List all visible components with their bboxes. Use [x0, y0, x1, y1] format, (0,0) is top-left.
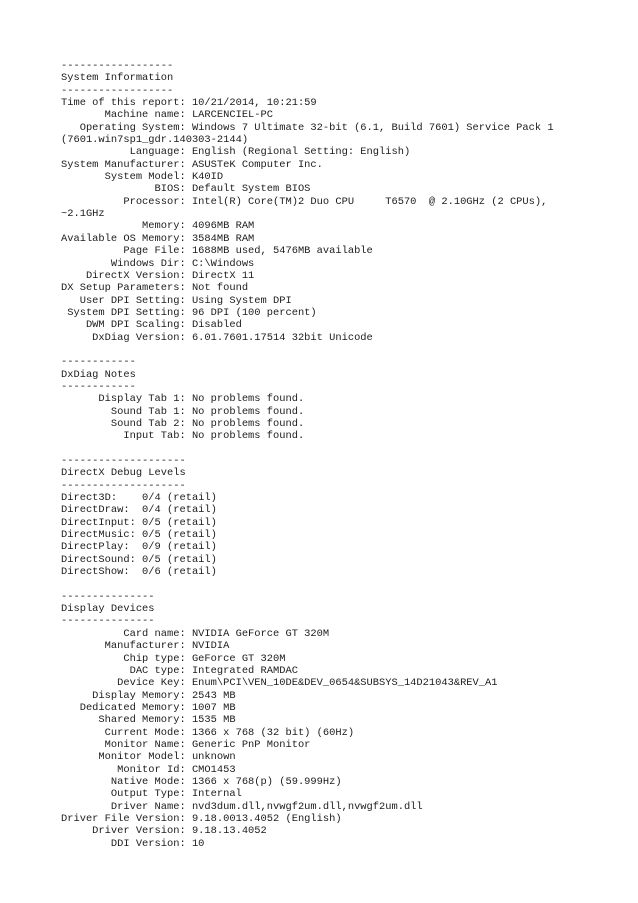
report-line: Available OS Memory: 3584MB RAM — [61, 232, 255, 245]
report-line: Monitor Name: Generic PnP Monitor — [61, 738, 311, 751]
report-line: Driver Name: nvd3dum.dll,nvwgf2um.dll,nvwgf2um.dll — [61, 800, 423, 813]
report-line: Machine name: LARCENCIEL-PC — [61, 109, 274, 122]
report-line: Direct3D: 0/4 (retail) — [61, 492, 217, 505]
report-line — [61, 344, 638, 356]
report-line: Display Devices — [61, 603, 155, 616]
report-line: Display Tab 1: No problems found. — [61, 393, 305, 406]
report-line: Windows Dir: C:\Windows — [61, 257, 255, 270]
report-line: Time of this report: 10/21/2014, 10:21:59 — [61, 97, 317, 110]
report-line: User DPI Setting: Using System DPI — [61, 294, 292, 307]
report-line: DAC type: Integrated RAMDAC — [61, 664, 298, 677]
report-line: System Information — [61, 72, 174, 85]
report-line: --------------- — [61, 615, 155, 628]
report-line: --------------- — [61, 590, 155, 603]
report-line: ~2.1GHz — [61, 208, 105, 221]
report-line: DirectX Debug Levels — [61, 467, 186, 480]
report-line: Input Tab: No problems found. — [61, 430, 305, 443]
report-line: Chip type: GeForce GT 320M — [61, 652, 286, 665]
report-line: System Manufacturer: ASUSTeK Computer Inc. — [61, 158, 323, 171]
report-line: Display Memory: 2543 MB — [61, 689, 236, 702]
report-line: DirectSound: 0/5 (retail) — [61, 553, 217, 566]
report-line: Processor: Intel(R) Core(TM)2 Duo CPU T6570 @ 2.10GHz (2 CPUs), — [61, 195, 548, 208]
report-line: Sound Tab 2: No problems found. — [61, 417, 305, 430]
report-line: DWM DPI Scaling: Disabled — [61, 319, 242, 332]
report-line: ------------ — [61, 380, 136, 393]
report-line: DirectShow: 0/6 (retail) — [61, 566, 217, 579]
report-line: DirectX Version: DirectX 11 — [61, 269, 255, 282]
report-line: Device Key: Enum\PCI\VEN_10DE&DEV_0654&SUBSYS_14D21043&REV_A1 — [61, 677, 498, 690]
report-line: DirectMusic: 0/5 (retail) — [61, 529, 217, 542]
report-line: Driver File Version: 9.18.0013.4052 (English) — [61, 812, 342, 825]
report-line: Dedicated Memory: 1007 MB — [61, 701, 236, 714]
report-line: Driver Version: 9.18.13.4052 — [61, 825, 267, 838]
report-line: DDI Version: 10 — [61, 837, 205, 850]
report-line: Native Mode: 1366 x 768(p) (59.999Hz) — [61, 775, 342, 788]
report-line — [61, 578, 638, 590]
report-line: System DPI Setting: 96 DPI (100 percent) — [61, 306, 317, 319]
report-line: Shared Memory: 1535 MB — [61, 714, 236, 727]
report-line: System Model: K40ID — [61, 171, 224, 184]
report-line: Operating System: Windows 7 Ultimate 32-bit (6.1, Build 7601) Service Pack 1 — [61, 121, 554, 134]
report-line: Memory: 4096MB RAM — [61, 220, 255, 233]
report-line: DxDiag Version: 6.01.7601.17514 32bit Unicode — [61, 331, 373, 344]
report-line: -------------------- — [61, 455, 186, 467]
report-line: DX Setup Parameters: Not found — [61, 282, 249, 295]
report-line: Page File: 1688MB used, 5476MB available — [61, 245, 373, 258]
report-line: Current Mode: 1366 x 768 (32 bit) (60Hz) — [61, 726, 355, 739]
report-line: DirectInput: 0/5 (retail) — [61, 516, 217, 529]
report-line: Card name: NVIDIA GeForce GT 320M — [61, 627, 330, 640]
report-line: Sound Tab 1: No problems found. — [61, 405, 305, 418]
report-line: ------------------ — [61, 60, 174, 72]
report-line: Monitor Model: unknown — [61, 751, 236, 764]
report-line: -------------------- — [61, 479, 186, 492]
report-line — [61, 443, 638, 455]
report-line: DxDiag Notes — [61, 368, 136, 381]
report-line: Output Type: Internal — [61, 788, 242, 801]
report-line: ------------------ — [61, 84, 174, 97]
report-line: Language: English (Regional Setting: English) — [61, 146, 411, 159]
report-line: ------------ — [61, 356, 136, 369]
report-line: DirectDraw: 0/4 (retail) — [61, 504, 217, 517]
report-line: BIOS: Default System BIOS — [61, 183, 311, 196]
report-line: Monitor Id: CMO1453 — [61, 763, 236, 776]
report-line: (7601.win7sp1_gdr.140303-2144) — [61, 134, 249, 147]
report-line: DirectPlay: 0/9 (retail) — [61, 541, 217, 554]
report-line: Manufacturer: NVIDIA — [61, 640, 230, 653]
